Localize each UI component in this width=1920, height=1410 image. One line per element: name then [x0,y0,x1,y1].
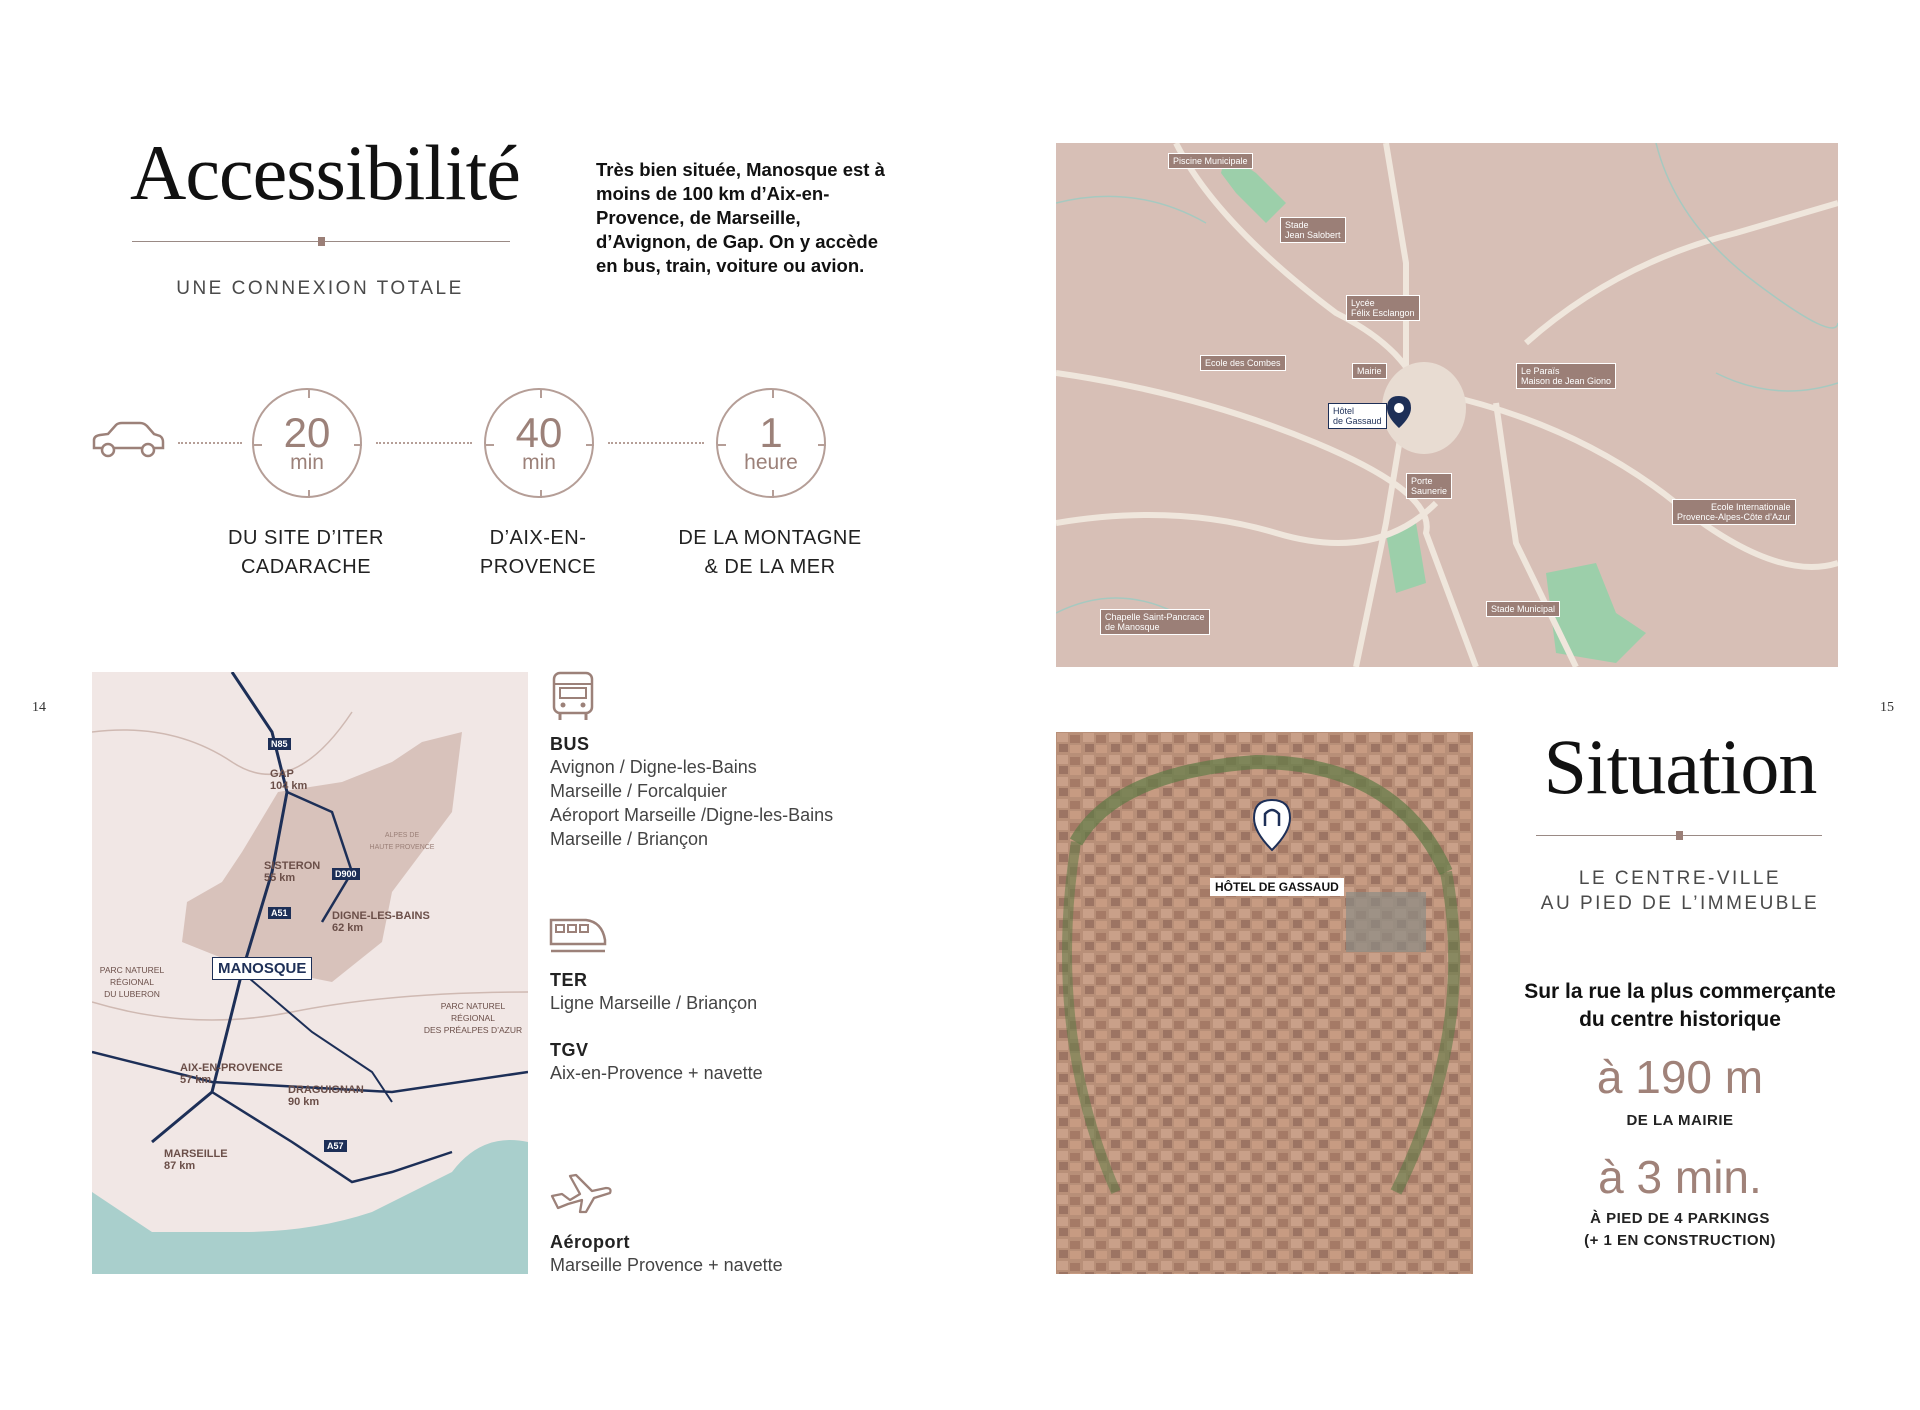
aerial-photo [1056,732,1473,1274]
timer-value: 1 [759,409,783,456]
ter-title: TER [550,970,588,990]
tgv-title: TGV [550,1040,589,1060]
location-pin-icon [1252,798,1292,857]
stat-time-label: À PIED DE 4 PARKINGS (+ 1 EN CONSTRUCTION) [1584,1210,1776,1249]
timer-value: 40 [515,409,563,456]
place-sisteron: SISTERON 55 km [264,860,321,884]
bus-title: BUS [550,734,590,754]
dotted-connector [376,442,472,444]
ter-block [550,970,850,1015]
poi-label: Mairie [1352,363,1387,379]
air-title: Aéroport [550,1232,630,1252]
road-a57: A57 [324,1140,347,1152]
place-gap: GAP 104 km [270,768,308,792]
place-digne: DIGNE-LES-BAINS 62 km [332,910,430,934]
timer-iter [252,388,362,498]
bus-icon [550,670,596,727]
poi-label: Piscine Municipale [1168,153,1253,169]
stat-distance-value: à 190 m [1596,1051,1764,1103]
poi-hotel: Hôtel de Gassaud [1328,403,1387,429]
tgv-line: Aix-en-Provence + navette [550,1063,763,1083]
timer-aix [484,388,594,498]
stat-distance-label: DE LA MAIRIE [1626,1112,1734,1129]
park-luberon: PARC NATUREL RÉGIONAL DU LUBERON [99,965,165,999]
timer-unit: min [290,451,324,474]
timer-unit: heure [744,451,798,474]
place-marseille: MARSEILLE 87 km [164,1148,228,1172]
air-line: Marseille Provence + navette [550,1255,783,1275]
timer-montagne [716,388,826,498]
timer-label: DE LA MONTAGNE & DE LA MER [678,527,862,578]
poi-label: Stade Jean Salobert [1280,217,1346,243]
train-icon [548,914,608,961]
poi-label: Stade Municipal [1486,601,1560,617]
car-icon [90,420,166,460]
plane-icon [548,1170,614,1221]
situation-lead: Sur la rue la plus commerçante du centre historique [1524,980,1836,1031]
poi-label: Lycée Félix Esclangon [1346,295,1420,321]
park-prealpes: PARC NATUREL RÉGIONAL DES PRÉALPES D’AZUR [423,1001,523,1035]
road-a51: A51 [268,907,291,919]
timer-unit: min [522,451,556,474]
timer-value: 20 [283,409,331,456]
tgv-block [550,1040,850,1085]
poi-label: Chapelle Saint-Pancrace de Manosque [1100,609,1210,635]
accessibilite-title: Accessibilité [130,129,520,216]
situation-subtitle: LE CENTRE-VILLE AU PIED DE L’IMMEUBLE [1540,868,1820,914]
accessibilite-subtitle: UNE CONNEXION TOTALE [176,278,464,299]
bus-block [550,734,850,851]
location-pin-icon [1386,395,1412,434]
timer-label: D’AIX-EN- PROVENCE [479,527,597,578]
aerial-hotel-label: HÔTEL DE GASSAUD [1210,878,1344,896]
bus-line: Avignon / Digne-les-Bains [550,757,757,777]
air-block [550,1232,850,1277]
bus-line: Marseille / Forcalquier [550,781,728,801]
region-label: ALPES DE HAUTE PROVENCE [369,832,435,851]
poi-label: Le Paraïs Maison de Jean Giono [1516,363,1616,389]
poi-label: Porte Saunerie [1406,473,1452,499]
region-map [92,672,528,1274]
stat-time-value: à 3 min. [1598,1151,1762,1203]
divider-ornament [318,237,325,246]
dotted-connector [178,442,242,444]
poi-label: Ecole Internationale Provence-Alpes-Côte d’Azur [1672,499,1796,525]
place-manosque: MANOSQUE [212,957,312,980]
page-number-left: 14 [32,700,46,715]
road-n85: N85 [268,738,291,750]
poi-label: Ecole des Combes [1200,355,1286,371]
dotted-connector [608,442,704,444]
road-d900: D900 [332,868,360,880]
ter-line: Ligne Marseille / Briançon [550,993,758,1013]
timer-label: DU SITE D’ITER CADARACHE [228,527,384,578]
city-map [1056,143,1838,667]
bus-line: Aéroport Marseille /Digne-les-Bains [550,805,834,825]
bus-line: Marseille / Briançon [550,829,709,849]
place-aix: AIX-EN-PROVENCE 57 km [180,1062,283,1086]
divider-ornament [1676,831,1683,840]
page-number-right: 15 [1880,700,1894,715]
intro-paragraph: Très bien située, Manosque est à moins de 100 km d’Aix-en-Provence, de Marseille, d’Avignon, de Gap. On y accède en bus, train, voiture ou avion. [596,159,885,276]
place-draguignan: DRAGUIGNAN 90 km [288,1084,364,1108]
situation-title: Situation [1543,723,1817,810]
